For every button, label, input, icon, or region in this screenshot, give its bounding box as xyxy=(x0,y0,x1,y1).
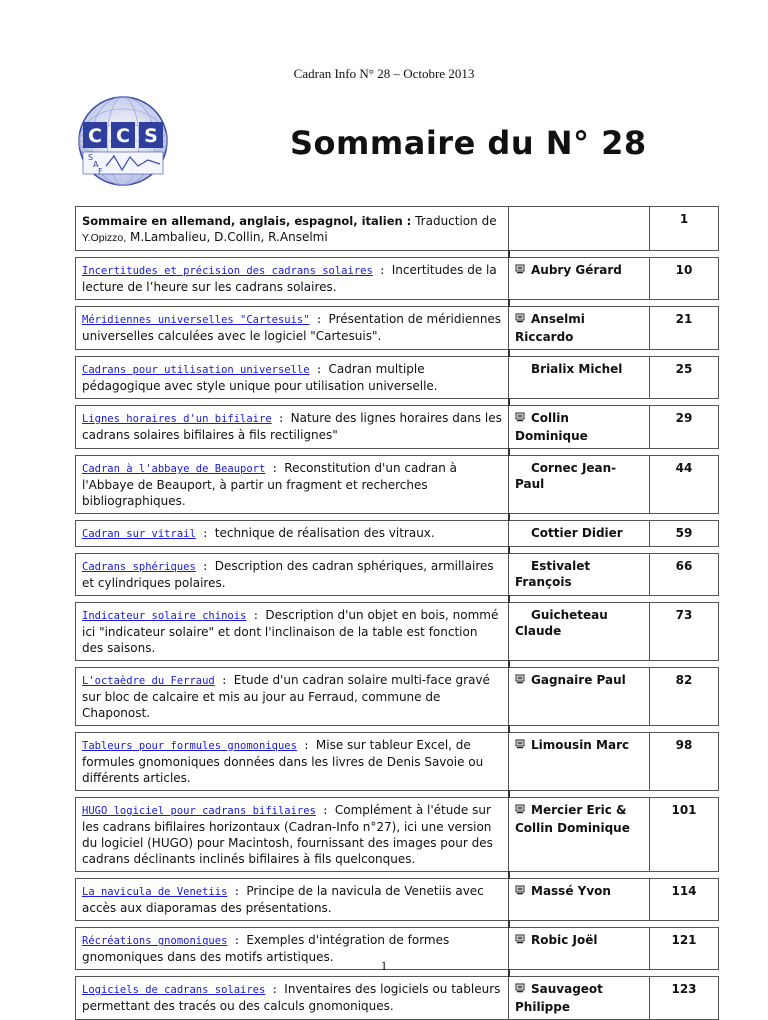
table-of-contents xyxy=(75,206,719,1020)
toc-author: Aubry Gérard xyxy=(531,263,622,277)
toc-author-cell xyxy=(509,307,650,350)
toc-author-cell xyxy=(509,977,650,1020)
toc-entry-title[interactable]: Incertitudes et précision des cadrans solaires xyxy=(82,265,373,277)
toc-author-cell xyxy=(509,456,650,514)
toc-entry-sep: : xyxy=(265,984,285,996)
toc-author-cell xyxy=(509,258,650,300)
toc-entry-title[interactable]: L'octaèdre du Ferraud xyxy=(82,675,215,687)
toc-author: Cottier Didier xyxy=(531,526,623,540)
toc-entry xyxy=(76,307,509,350)
toc-author: Cornec Jean-Paul xyxy=(515,461,617,491)
first-row-text: Traduction de xyxy=(411,214,497,228)
toc-row xyxy=(76,406,719,449)
toc-entry-desc: Inventaires des logiciels ou tableurs permettant des tracés ou des calculs gnomoniques. xyxy=(82,982,501,1013)
toc-author: Mercier Eric & Collin Dominique xyxy=(515,803,630,835)
toc-entry-desc: technique de réalisation des vitraux. xyxy=(214,526,435,540)
computer-icon xyxy=(515,739,525,755)
toc-entry xyxy=(76,879,509,921)
toc-entry-desc: Exemples d'intégration de formes gnomoniques dans des motifs artistiques. xyxy=(82,933,450,964)
toc-author: Robic Joël xyxy=(531,933,598,947)
toc-row xyxy=(76,307,719,350)
toc-row xyxy=(76,554,719,596)
toc-author: Brialix Michel xyxy=(531,362,623,376)
toc-page-number: 25 xyxy=(650,357,719,399)
toc-author: Limousin Marc xyxy=(531,738,630,752)
logo-letter-2: C xyxy=(116,125,130,147)
toc-author-cell xyxy=(509,733,650,791)
toc-row xyxy=(76,258,719,300)
toc-entry-title[interactable]: Lignes horaires d'un bifilaire xyxy=(82,413,272,425)
toc-entry-sep: : xyxy=(296,740,316,752)
computer-icon xyxy=(515,264,525,280)
computer-icon xyxy=(515,412,525,428)
toc-entry xyxy=(76,977,509,1020)
toc-first-row xyxy=(76,207,719,251)
toc-entry-sep: : xyxy=(227,886,247,898)
toc-row xyxy=(76,603,719,661)
toc-author-cell xyxy=(509,798,650,872)
toc-row xyxy=(76,357,719,399)
toc-row xyxy=(76,977,719,1020)
logo-sub-3: F xyxy=(98,167,103,176)
toc-entry-title[interactable]: Récréations gnomoniques xyxy=(82,935,228,947)
toc-entry xyxy=(76,357,509,399)
toc-page-number: 44 xyxy=(650,456,719,514)
toc-page-number: 66 xyxy=(650,554,719,596)
toc-entry-desc: Nature des lignes horaires dans les cadrans solaires bifilaires à fils rectilignes" xyxy=(82,411,502,442)
toc-row xyxy=(76,879,719,921)
toc-page-number: 10 xyxy=(650,258,719,300)
toc-author-cell xyxy=(509,357,650,399)
toc-page-number: 21 xyxy=(650,307,719,350)
logo-letter-3: S xyxy=(144,125,158,147)
toc-entry-sep: : xyxy=(195,561,215,573)
toc-author: Massé Yvon xyxy=(531,884,611,898)
toc-row xyxy=(76,668,719,726)
toc-row xyxy=(76,456,719,514)
toc-entry xyxy=(76,733,509,791)
logo-sub-2: A xyxy=(93,160,99,169)
computer-icon xyxy=(515,885,525,901)
toc-entry xyxy=(76,258,509,300)
computer-icon xyxy=(515,983,525,999)
logo-letter-1: C xyxy=(88,125,102,147)
toc-first-desc xyxy=(76,207,509,251)
toc-author: Collin Dominique xyxy=(515,411,588,443)
toc-entry-title[interactable]: Méridiennes universelles "Cartesuis" xyxy=(82,314,310,326)
toc-page-number: 29 xyxy=(650,406,719,449)
toc-entry xyxy=(76,603,509,661)
toc-entry xyxy=(76,554,509,596)
toc-author: Gagnaire Paul xyxy=(531,673,626,687)
computer-icon xyxy=(515,804,525,820)
toc-entry-desc: Description des cadran sphériques, armillaires et cylindriques polaires. xyxy=(82,559,494,590)
toc-entry-sep: : xyxy=(315,805,335,817)
toc-author-cell xyxy=(509,554,650,596)
page-number: 1 xyxy=(380,958,388,973)
first-row-title: Sommaire en allemand, anglais, espagnol, italien : xyxy=(82,214,412,228)
toc-entry-title[interactable]: Tableurs pour formules gnomoniques xyxy=(82,740,297,752)
toc-row xyxy=(76,521,719,547)
toc-author-cell xyxy=(509,521,650,547)
toc-first-author xyxy=(509,207,650,251)
toc-entry-desc: Incertitudes de la lecture de l’heure sur les cadrans solaires. xyxy=(82,263,497,294)
toc-entry-sep: : xyxy=(271,413,291,425)
page-title: Sommaire du N° 28 xyxy=(290,124,647,162)
toc-page-number: 73 xyxy=(650,603,719,661)
toc-entry-sep: : xyxy=(265,463,285,475)
toc-entry-sep: : xyxy=(372,265,392,277)
toc-entry-title[interactable]: Indicateur solaire chinois xyxy=(82,610,247,622)
toc-entry-sep: : xyxy=(227,935,247,947)
toc-author: Estivalet François xyxy=(515,559,591,589)
toc-page-number: 114 xyxy=(650,879,719,921)
toc-entry-title[interactable]: Logiciels de cadrans solaires xyxy=(82,984,266,996)
toc-author-cell xyxy=(509,879,650,921)
toc-page-number: 121 xyxy=(650,928,719,970)
computer-icon xyxy=(515,674,525,690)
toc-entry-sep: : xyxy=(214,675,234,687)
toc-entry-sep: : xyxy=(246,610,266,622)
toc-entry-title[interactable]: Cadrans pour utilisation universelle xyxy=(82,364,310,376)
toc-entry xyxy=(76,456,509,514)
toc-entry xyxy=(76,406,509,449)
toc-author: Sauvageot Philippe xyxy=(515,982,603,1014)
toc-entry-desc: Mise sur tableur Excel, de formules gnomoniques données dans les livres de Denis Savoie ou différents articles. xyxy=(82,738,484,785)
ccs-logo xyxy=(68,94,178,188)
toc-entry-desc: Reconstitution d'un cadran à l'Abbaye de Beauport, à partir un fragment et recherches bibliographiques. xyxy=(82,461,457,508)
toc-entry-title[interactable]: Cadrans sphériques xyxy=(82,561,196,573)
toc-page-number: 101 xyxy=(650,798,719,872)
toc-page-number: 98 xyxy=(650,733,719,791)
page-header: Cadran Info N° 28 – Octobre 2013 xyxy=(293,66,475,81)
toc-entry-desc: Cadran multiple pédagogique avec style unique pour utilisation universelle. xyxy=(82,362,438,393)
toc-first-page: 1 xyxy=(650,207,719,251)
toc-entry-desc: Complément à l'étude sur les cadrans bifilaires horizontaux (Cadran-Info n°27), ici une version du logiciel (HUGO) pour Macintosh, fournissant des images pour des cadrans déclinants inclinés bifilaires à fils quelconques. xyxy=(82,803,493,866)
toc-page-number: 82 xyxy=(650,668,719,726)
first-row-names-b: M.Lambalieu, D.Collin, R.Anselmi xyxy=(126,230,328,244)
toc-entry-desc: Etude d'un cadran solaire multi-face gravé sur bloc de calcaire et mis au jour au Ferraud, commune de Chaponost. xyxy=(82,673,490,720)
toc-entry xyxy=(76,521,509,547)
toc-author-cell xyxy=(509,603,650,661)
toc-row xyxy=(76,798,719,872)
toc-entry-desc: Description d'un objet en bois, nommé ici "indicateur solaire" et dont l'inclinaison de la table est fonction des saisons. xyxy=(82,608,499,655)
toc-author: Guicheteau Claude xyxy=(515,608,608,638)
toc-entry-title[interactable]: HUGO logiciel pour cadrans bifilaires xyxy=(82,805,316,817)
toc-entry-sep: : xyxy=(309,364,329,376)
toc-entry-sep: : xyxy=(309,314,329,326)
toc-entry-sep: : xyxy=(195,528,215,540)
computer-icon xyxy=(515,313,525,329)
toc-page-number: 59 xyxy=(650,521,719,547)
toc-page-number: 123 xyxy=(650,977,719,1020)
computer-icon xyxy=(515,934,525,950)
logo-sub-1: S xyxy=(88,153,94,162)
toc-author: Anselmi Riccardo xyxy=(515,312,585,344)
toc-entry xyxy=(76,668,509,726)
toc-author-cell xyxy=(509,406,650,449)
toc-entry-title[interactable]: Cadran sur vitrail xyxy=(82,528,196,540)
toc-entry-title[interactable]: Cadran à l'abbaye de Beauport xyxy=(82,463,266,475)
toc-entry xyxy=(76,798,509,872)
toc-entry-desc: Principe de la navicula de Venetiis avec accès aux diaporamas des présentations. xyxy=(82,884,484,915)
toc-entry-desc: Présentation de méridiennes universelles calculées avec le logiciel "Cartesuis". xyxy=(82,312,502,343)
first-row-names-a: Y.Opizzo, xyxy=(82,232,127,244)
toc-entry-title[interactable]: La navicula de Venetiis xyxy=(82,886,228,898)
toc-author-cell xyxy=(509,668,650,726)
toc-row xyxy=(76,733,719,791)
